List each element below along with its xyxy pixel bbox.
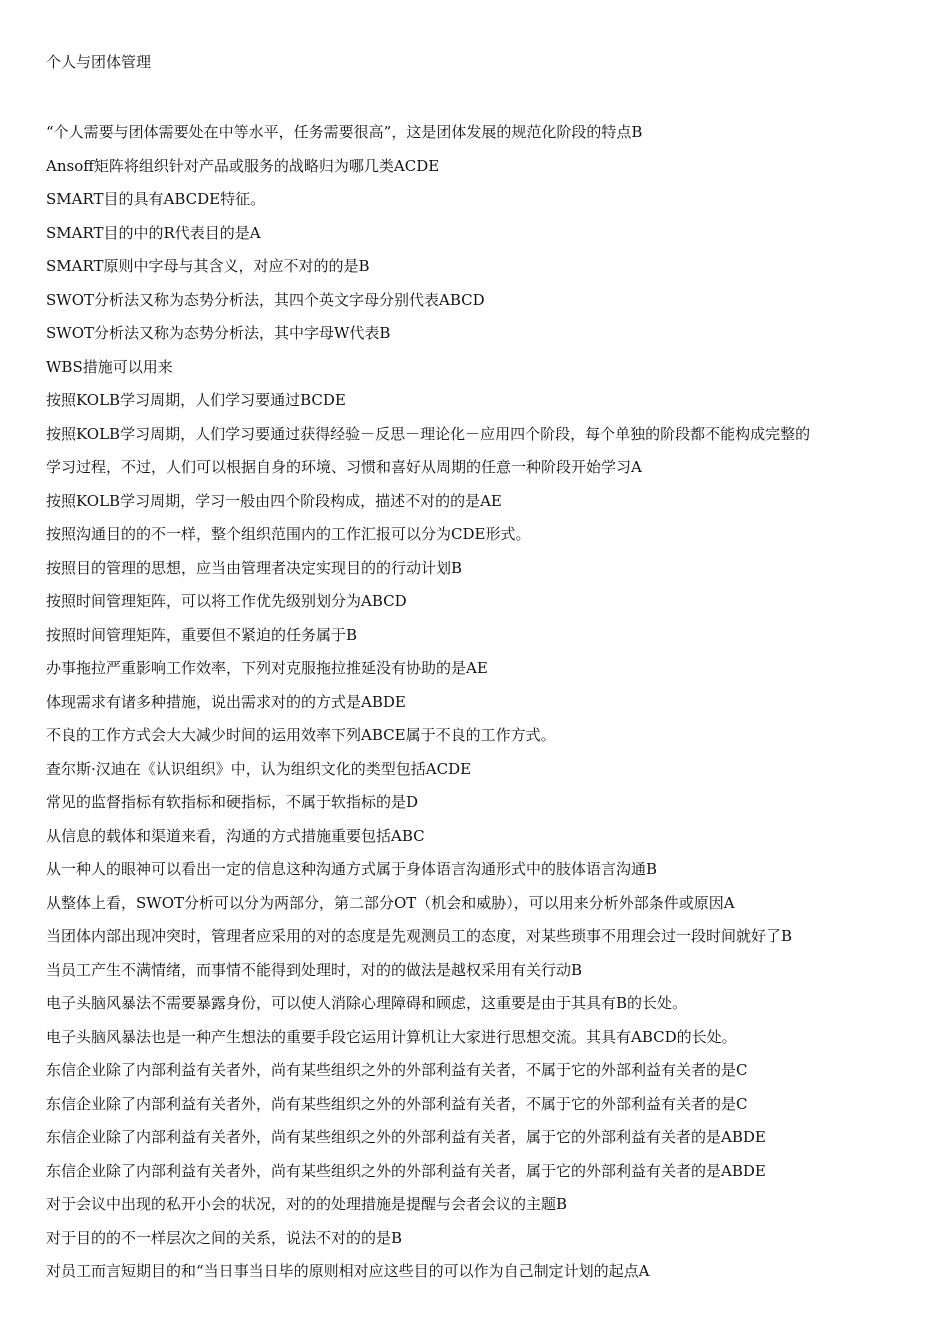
question-line: 当团体内部出现冲突时，管理者应采用的对的态度是先观测员工的态度，对某些琐事不用理会过一段时间就好了B <box>46 927 793 945</box>
question-line: 东信企业除了内部利益有关者外，尚有某些组织之外的外部利益有关者，不属于它的外部利益有关者的是C <box>46 1094 748 1113</box>
question-line: 按照KOLB学习周期，学习一般由四个阶段构成，描述不对的的是AE <box>46 491 502 510</box>
question-line: 办事拖拉严重影响工作效率，下列对克服拖拉推延没有协助的是AE <box>46 659 488 677</box>
question-line: 对于会议中出现的私开小会的状况，对的的处理措施是提醒与会者会议的主题B <box>46 1195 568 1213</box>
question-line: 按照时间管理矩阵，可以将工作优先级别划分为ABCD <box>46 592 407 610</box>
question-line: 对员工而言短期目的和“当日事当日毕的原则相对应这些目的可以作为自己制定计划的起点A <box>46 1262 650 1280</box>
question-line: 体现需求有诸多种措施，说出需求对的的方式是ABDE <box>46 692 406 711</box>
document-title: 个人与团体管理 <box>46 53 152 71</box>
question-line: 不良的工作方式会大大减少时间的运用效率下列ABCE属于不良的工作方式。 <box>46 726 556 744</box>
question-line: 按照目的管理的思想，应当由管理者决定实现目的的行动计划B <box>46 558 463 577</box>
question-line: SMART目的具有ABCDE特征。 <box>46 190 266 208</box>
question-line: 查尔斯·汉迪在《认识组织》中，认为组织文化的类型包括ACDE <box>46 759 472 778</box>
question-line: SWOT分析法又称为态势分析法，其四个英文字母分别代表ABCD <box>46 290 485 309</box>
question-line: 从整体上看，SWOT分析可以分为两部分，第二部分OT（机会和威胁），可以用来分析外部条件或原因A <box>46 893 735 912</box>
question-line: WBS措施可以用来 <box>46 357 173 376</box>
question-line: 电子头脑风暴法不需要暴露身份，可以使人消除心理障碍和顾虑，这重要是由于其具有B的长处。 <box>46 994 688 1012</box>
question-line: 东信企业除了内部利益有关者外，尚有某些组织之外的外部利益有关者，不属于它的外部利益有关者的是C <box>46 1061 748 1079</box>
question-line: 按照KOLB学习周期，人们学习要通过BCDE <box>46 391 346 409</box>
question-line: “个人需要与团体需要处在中等水平，任务需要很高”，这是团体发展的规范化阶段的特点B <box>46 123 643 141</box>
question-line: 按照沟通目的的不一样，整个组织范围内的工作汇报可以分为CDE形式。 <box>46 525 531 543</box>
question-line: SMART目的中的R代表目的是A <box>46 223 261 242</box>
question-line: 对于目的的不一样层次之间的关系，说法不对的的是B <box>46 1228 403 1247</box>
question-line: SWOT分析法又称为态势分析法，其中字母W代表B <box>46 324 391 342</box>
question-line: 东信企业除了内部利益有关者外，尚有某些组织之外的外部利益有关者，属于它的外部利益有关者的是ABDE <box>46 1161 766 1180</box>
question-line: 当员工产生不满情绪，而事情不能得到处理时，对的的做法是越权采用有关行动B <box>46 960 583 979</box>
question-line: 常见的监督指标有软指标和硬指标，不属于软指标的是D <box>46 793 419 811</box>
question-line: 电子头脑风暴法也是一种产生想法的重要手段它运用计算机让大家进行思想交流。其具有ABCD的长处。 <box>46 1027 737 1046</box>
question-line: 按照时间管理矩阵，重要但不紧迫的任务属于B <box>46 625 358 644</box>
question-line: 按照KOLB学习周期，人们学习要通过获得经验－反思－理论化－应用四个阶段，每个单独的阶段都不能构成完整的 <box>46 424 811 443</box>
question-line: SMART原则中字母与其含义，对应不对的的是B <box>46 257 370 275</box>
question-line: 学习过程，不过，人们可以根据自身的环境、习惯和喜好从周期的任意一种阶段开始学习A <box>46 458 642 476</box>
question-line: Ansoff矩阵将组织针对产品或服务的战略归为哪几类ACDE <box>46 156 440 175</box>
question-line: 东信企业除了内部利益有关者外，尚有某些组织之外的外部利益有关者，属于它的外部利益有关者的是ABDE <box>46 1128 766 1146</box>
question-line: 从信息的载体和渠道来看，沟通的方式措施重要包括ABC <box>46 826 425 845</box>
question-line: 从一种人的眼神可以看出一定的信息这种沟通方式属于身体语言沟通形式中的肢体语言沟通B <box>46 860 658 878</box>
question-list <box>46 116 906 1289</box>
